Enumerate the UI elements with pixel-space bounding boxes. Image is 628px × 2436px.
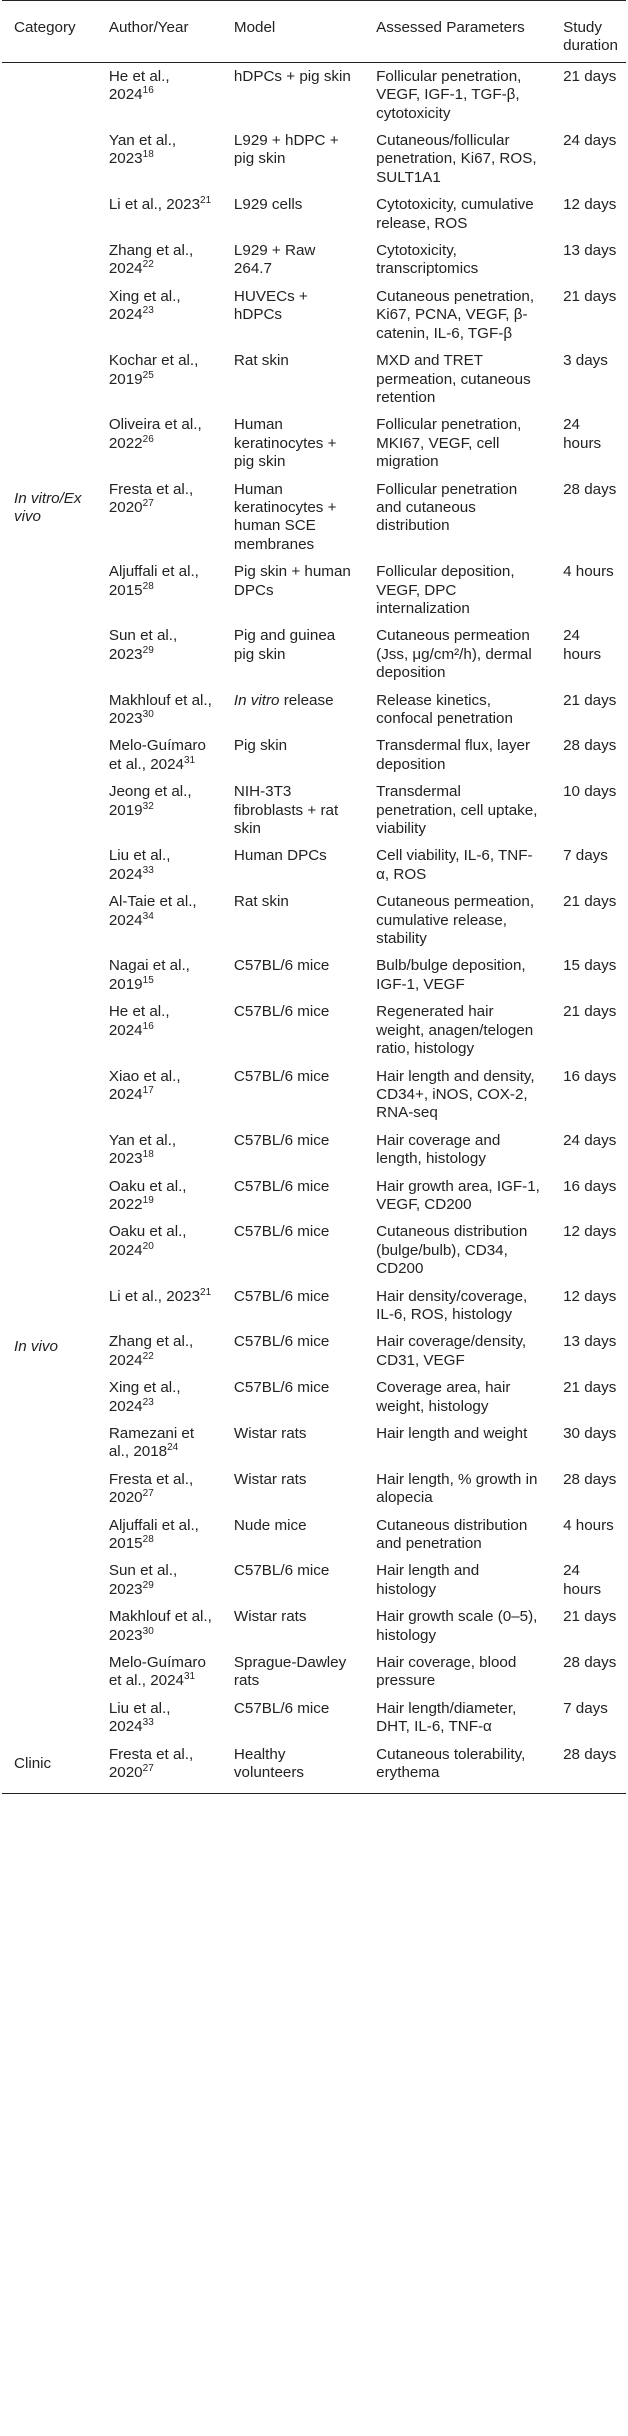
reference-number: 28 xyxy=(142,1533,154,1545)
category-cell xyxy=(2,952,97,1740)
author-year-cell xyxy=(97,1649,222,1695)
author-year: Fresta et al., 2020 xyxy=(108,480,194,516)
author-year: Ramezani et al., 2018 xyxy=(108,1425,195,1461)
model-cell xyxy=(222,1283,364,1329)
reference-number: 29 xyxy=(142,644,154,656)
study-duration-cell: 21 days xyxy=(563,287,617,305)
author-year-cell xyxy=(97,732,222,778)
author-year: Xiao et al., 2024 xyxy=(108,1067,181,1103)
study-duration-cell: 10 days xyxy=(563,783,617,801)
author-year: Melo-Guímaro et al., 2024 xyxy=(108,1654,206,1690)
model-cell xyxy=(222,347,364,411)
reference-number: 26 xyxy=(142,433,154,445)
reference-number: 32 xyxy=(142,800,154,812)
author-year-cell xyxy=(97,952,222,998)
model-cell xyxy=(222,1695,364,1741)
model: Human keratinocytes + pig skin xyxy=(233,416,337,471)
model: C57BL/6 mice xyxy=(233,1379,330,1397)
model-cell xyxy=(222,237,364,283)
author-year: Al-Taie et al., 2024 xyxy=(108,893,197,929)
study-duration-cell: 13 days xyxy=(563,242,617,260)
author-year: Zhang et al., 2024 xyxy=(108,242,194,278)
reference-number: 15 xyxy=(142,974,154,986)
model-cell xyxy=(222,476,364,559)
model: L929 cells xyxy=(233,196,303,214)
category-cell xyxy=(2,1741,97,1793)
author-year-cell xyxy=(97,1512,222,1558)
study-duration-cell: 21 days xyxy=(563,1608,617,1626)
study-duration-cell: 28 days xyxy=(563,480,617,498)
model-cell xyxy=(222,1603,364,1649)
model-cell xyxy=(222,1374,364,1420)
reference-number: 20 xyxy=(142,1240,154,1252)
study-duration-cell: 28 days xyxy=(551,1741,626,1793)
reference-number: 24 xyxy=(167,1442,179,1454)
reference-number: 28 xyxy=(142,580,154,592)
model-cell xyxy=(222,1127,364,1173)
reference-number: 22 xyxy=(142,259,154,271)
reference-number: 17 xyxy=(142,1084,154,1096)
author-year-cell xyxy=(97,1127,222,1173)
assessed-parameters-cell: Hair coverage, blood pressure xyxy=(376,1654,517,1690)
studies-table xyxy=(2,0,626,1794)
model: L929 + hDPC + pig skin xyxy=(233,132,339,168)
study-duration-cell: 12 days xyxy=(563,196,617,214)
author-year: Jeong et al., 2019 xyxy=(108,783,192,819)
model: Wistar rats xyxy=(233,1425,307,1442)
author-year: Xing et al., 2024 xyxy=(108,287,181,324)
assessed-parameters-cell: Cutaneous distribution (bulge/bulb), CD34, CD200 xyxy=(376,1223,528,1278)
author-year: Aljuffali et al., 2015 xyxy=(108,563,199,599)
model: C57BL/6 mice xyxy=(233,1333,330,1351)
study-duration-cell: 24 days xyxy=(563,1131,617,1149)
study-duration-cell: 21 days xyxy=(563,1379,617,1397)
table-row xyxy=(2,1741,626,1793)
study-duration-cell: 13 days xyxy=(563,1333,617,1351)
model-cell xyxy=(222,191,364,237)
assessed-parameters-cell: Hair growth scale (0–5), histology xyxy=(376,1608,538,1644)
assessed-parameters-cell: Hair growth area, IGF-1, VEGF, CD200 xyxy=(376,1177,540,1213)
model-cell xyxy=(222,888,364,952)
model: Healthy volunteers xyxy=(233,1745,304,1782)
model: C57BL/6 mice xyxy=(233,1003,330,1021)
study-duration-cell: 28 days xyxy=(563,1470,617,1488)
author-year: Nagai et al., 2019 xyxy=(108,957,190,993)
author-year-cell xyxy=(97,778,222,842)
assessed-parameters-cell: Hair length, % growth in alopecia xyxy=(376,1470,538,1507)
author-year: Liu et al., 2024 xyxy=(108,847,171,883)
model: C57BL/6 mice xyxy=(233,957,330,975)
table-body xyxy=(2,62,626,1793)
author-year: Li et al., 2023 xyxy=(108,1287,201,1305)
model: Wistar rats xyxy=(233,1608,307,1626)
author-year-cell xyxy=(97,127,222,191)
model: NIH-3T3 fibroblasts + rat skin xyxy=(233,783,339,838)
header-category: Category xyxy=(2,1,97,63)
assessed-parameters-cell: Hair length and density, CD34+, iNOS, COX-2, RNA-seq xyxy=(376,1067,535,1122)
author-year-cell xyxy=(97,842,222,888)
author-year: Liu et al., 2024 xyxy=(108,1699,171,1736)
model-cell xyxy=(222,842,364,888)
author-year: Sun et al., 2023 xyxy=(108,1562,178,1598)
study-duration-cell: 7 days xyxy=(563,1699,608,1717)
model: Nude mice xyxy=(233,1516,307,1534)
study-duration-cell: 28 days xyxy=(563,1654,617,1672)
assessed-parameters-cell: Hair coverage and length, histology xyxy=(376,1131,501,1168)
study-duration-cell: 3 days xyxy=(563,352,608,370)
header-study-duration: Study duration xyxy=(551,1,626,63)
model: C57BL/6 mice xyxy=(233,1562,330,1580)
assessed-parameters-cell: Bulb/bulge deposition, IGF-1, VEGF xyxy=(376,957,526,993)
model-cell xyxy=(222,411,364,475)
author-year: Makhlouf et al., 2023 xyxy=(108,691,212,727)
model: C57BL/6 mice xyxy=(233,1287,330,1305)
reference-number: 21 xyxy=(200,195,212,207)
assessed-parameters-cell: Hair length and weight xyxy=(376,1425,528,1442)
reference-number: 25 xyxy=(142,369,154,381)
model-cell xyxy=(222,283,364,347)
author-year-cell xyxy=(97,888,222,952)
model-rest-part: release xyxy=(279,691,334,709)
reference-number: 33 xyxy=(142,1717,154,1729)
author-year-cell xyxy=(97,62,222,127)
assessed-parameters-cell: Hair length/diameter, DHT, IL-6, TNF-α xyxy=(376,1699,517,1736)
author-year-cell xyxy=(97,558,222,622)
author-year: Yan et al., 2023 xyxy=(108,132,177,168)
model-cell xyxy=(222,622,364,686)
assessed-parameters-cell: Coverage area, hair weight, histology xyxy=(376,1379,511,1415)
author-year: Fresta et al., 2020 xyxy=(108,1745,194,1782)
model: C57BL/6 mice xyxy=(233,1131,330,1149)
author-year-cell xyxy=(97,1466,222,1512)
assessed-parameters-cell: Cutaneous tolerability, erythema xyxy=(364,1741,551,1793)
table-row xyxy=(2,952,626,998)
reference-number: 16 xyxy=(142,85,154,97)
header-assessed-parameters: Assessed Parameters xyxy=(364,1,551,63)
model-cell xyxy=(222,127,364,191)
author-year-cell xyxy=(97,687,222,733)
author-year: Yan et al., 2023 xyxy=(108,1131,177,1168)
assessed-parameters-cell: MXD and TRET permeation, cutaneous retention xyxy=(376,352,531,406)
author-year-cell xyxy=(97,622,222,686)
assessed-parameters-cell: Release kinetics, confocal penetration xyxy=(376,691,513,727)
study-duration-cell: 16 days xyxy=(563,1177,617,1195)
category-label: In vitro/Ex vivo xyxy=(14,489,82,526)
reference-number: 23 xyxy=(142,1396,154,1408)
model-cell xyxy=(222,1328,364,1374)
model-italic-part: In vitro xyxy=(233,691,280,709)
assessed-parameters-cell: Transdermal flux, layer deposition xyxy=(376,737,531,773)
study-duration-cell: 21 days xyxy=(563,1003,617,1021)
author-year-cell xyxy=(97,191,222,237)
model: C57BL/6 mice xyxy=(233,1699,330,1717)
reference-number: 18 xyxy=(142,1149,154,1161)
model-cell xyxy=(222,778,364,842)
category-label: Clinic xyxy=(14,1754,52,1772)
reference-number: 27 xyxy=(142,497,154,509)
assessed-parameters-cell: Hair length and histology xyxy=(376,1562,480,1598)
author-year-cell xyxy=(97,283,222,347)
model: C57BL/6 mice xyxy=(233,1223,330,1241)
assessed-parameters-cell: Cytotoxicity, transcriptomics xyxy=(376,242,479,278)
assessed-parameters-cell: Cutaneous penetration, Ki67, PCNA, VEGF, β-catenin, IL-6, TGF-β xyxy=(376,287,535,342)
study-duration-cell: 21 days xyxy=(563,691,617,709)
reference-number: 18 xyxy=(142,149,154,161)
assessed-parameters-cell: Cutaneous/follicular penetration, Ki67, ROS, SULT1A1 xyxy=(376,132,537,186)
reference-number: 31 xyxy=(184,1671,196,1683)
author-year: Sun et al., 2023 xyxy=(108,627,178,663)
category-cell xyxy=(2,62,97,952)
reference-number: 30 xyxy=(142,1625,154,1637)
assessed-parameters-cell: Cutaneous distribution and penetration xyxy=(376,1516,528,1553)
model: Rat skin xyxy=(233,352,289,370)
author-year-cell xyxy=(97,411,222,475)
model: Human DPCs xyxy=(233,847,327,865)
assessed-parameters-cell: Follicular deposition, VEGF, DPC internalization xyxy=(376,563,515,617)
model: Pig skin xyxy=(233,737,288,755)
author-year: Oliveira et al., 2022 xyxy=(108,416,202,452)
model-cell xyxy=(222,1512,364,1558)
author-year-cell xyxy=(97,1283,222,1329)
author-year: He et al., 2024 xyxy=(108,67,170,104)
reference-number: 33 xyxy=(142,864,154,876)
study-duration-cell: 7 days xyxy=(563,847,608,865)
header-row xyxy=(2,1,626,63)
study-duration-cell: 30 days xyxy=(563,1425,617,1442)
category-label: In vivo xyxy=(14,1337,58,1355)
model: C57BL/6 mice xyxy=(233,1177,330,1195)
model: hDPCs + pig skin xyxy=(233,67,351,85)
study-duration-cell: 12 days xyxy=(563,1287,617,1305)
model-cell xyxy=(222,1466,364,1512)
study-duration-cell: 24 days xyxy=(563,132,617,150)
study-duration-cell: 28 days xyxy=(563,737,617,755)
reference-number: 21 xyxy=(200,1286,212,1298)
author-year-cell xyxy=(97,1741,222,1793)
author-year-cell xyxy=(97,1218,222,1282)
model: Rat skin xyxy=(233,893,289,911)
assessed-parameters-cell: Cell viability, IL-6, TNF-α, ROS xyxy=(376,847,533,883)
study-duration-cell: 4 hours xyxy=(563,563,614,581)
assessed-parameters-cell: Cutaneous permeation, cumulative release, stability xyxy=(376,893,535,948)
model-cell xyxy=(222,1741,364,1793)
author-year: He et al., 2024 xyxy=(108,1003,170,1039)
table-row xyxy=(2,62,626,127)
assessed-parameters-cell: Follicular penetration, MKI67, VEGF, cell migration xyxy=(376,416,522,471)
author-year-cell xyxy=(97,1420,222,1466)
reference-number: 34 xyxy=(142,910,154,922)
model-cell xyxy=(222,1557,364,1603)
model-cell xyxy=(222,1173,364,1219)
assessed-parameters-cell: Follicular penetration, VEGF, IGF-1, TGF-β, cytotoxicity xyxy=(376,67,522,122)
author-year-cell xyxy=(97,1695,222,1741)
model: Wistar rats xyxy=(233,1470,307,1488)
author-year-cell xyxy=(97,1557,222,1603)
author-year-cell xyxy=(97,1173,222,1219)
author-year-cell xyxy=(97,1603,222,1649)
author-year: Melo-Guímaro et al., 2024 xyxy=(108,737,206,773)
reference-number: 27 xyxy=(142,1763,154,1775)
study-duration-cell: 21 days xyxy=(563,67,617,85)
reference-number: 23 xyxy=(142,305,154,317)
model-cell xyxy=(222,558,364,622)
header-model: Model xyxy=(222,1,364,63)
model: HUVECs + hDPCs xyxy=(233,287,308,324)
author-year: Oaku et al., 2022 xyxy=(108,1177,187,1213)
model-cell xyxy=(222,1218,364,1282)
study-duration-cell: 24 hours xyxy=(563,627,602,663)
author-year-cell xyxy=(97,1374,222,1420)
header-author-year: Author/Year xyxy=(97,1,222,63)
model-cell xyxy=(222,687,364,733)
study-duration-cell: 12 days xyxy=(563,1223,617,1241)
reference-number: 22 xyxy=(142,1350,154,1362)
author-year-cell xyxy=(97,998,222,1062)
model-cell xyxy=(222,62,364,127)
study-duration-cell: 24 hours xyxy=(563,416,602,452)
author-year: Xing et al., 2024 xyxy=(108,1379,181,1415)
assessed-parameters-cell: Transdermal penetration, cell uptake, viability xyxy=(376,783,538,838)
model: L929 + Raw 264.7 xyxy=(233,242,316,278)
author-year-cell xyxy=(97,476,222,559)
reference-number: 16 xyxy=(142,1020,154,1032)
author-year: Li et al., 2023 xyxy=(108,196,201,214)
author-year: Zhang et al., 2024 xyxy=(108,1333,194,1369)
study-duration-cell: 4 hours xyxy=(563,1516,614,1534)
study-duration-cell: 21 days xyxy=(563,893,617,911)
author-year: Makhlouf et al., 2023 xyxy=(108,1608,212,1644)
assessed-parameters-cell: Regenerated hair weight, anagen/telogen ratio, histology xyxy=(376,1003,534,1058)
model-cell xyxy=(222,998,364,1062)
author-year-cell xyxy=(97,1328,222,1374)
model: C57BL/6 mice xyxy=(233,1067,330,1085)
model: Pig skin + human DPCs xyxy=(233,563,351,599)
reference-number: 19 xyxy=(142,1194,154,1206)
author-year-cell xyxy=(97,1063,222,1127)
assessed-parameters-cell: Follicular penetration and cutaneous distribution xyxy=(376,480,518,535)
assessed-parameters-cell: Cutaneous permeation (Jss, μg/cm²/h), dermal deposition xyxy=(376,627,532,682)
model: Human keratinocytes + human SCE membranes xyxy=(233,480,337,553)
model: Pig and guinea pig skin xyxy=(233,627,336,663)
model-cell xyxy=(222,952,364,998)
author-year: Fresta et al., 2020 xyxy=(108,1470,194,1507)
model-cell xyxy=(222,1063,364,1127)
reference-number: 29 xyxy=(142,1579,154,1591)
author-year-cell xyxy=(97,237,222,283)
model-cell xyxy=(222,1420,364,1466)
study-duration-cell: 15 days xyxy=(563,957,617,975)
reference-number: 30 xyxy=(142,708,154,720)
reference-number: 27 xyxy=(142,1488,154,1500)
author-year-cell xyxy=(97,347,222,411)
model-cell xyxy=(222,1649,364,1695)
reference-number: 31 xyxy=(184,754,196,766)
assessed-parameters-cell: Cytotoxicity, cumulative release, ROS xyxy=(376,196,534,232)
model-cell xyxy=(222,732,364,778)
author-year: Aljuffali et al., 2015 xyxy=(108,1516,199,1553)
model: Sprague-Dawley rats xyxy=(233,1654,347,1690)
study-duration-cell: 24 hours xyxy=(563,1562,602,1598)
assessed-parameters-cell: Hair coverage/density, CD31, VEGF xyxy=(376,1333,527,1369)
assessed-parameters-cell: Hair density/coverage, IL-6, ROS, histology xyxy=(376,1287,528,1323)
study-duration-cell: 16 days xyxy=(563,1067,617,1085)
author-year: Kochar et al., 2019 xyxy=(108,352,199,388)
author-year: Oaku et al., 2024 xyxy=(108,1223,187,1259)
